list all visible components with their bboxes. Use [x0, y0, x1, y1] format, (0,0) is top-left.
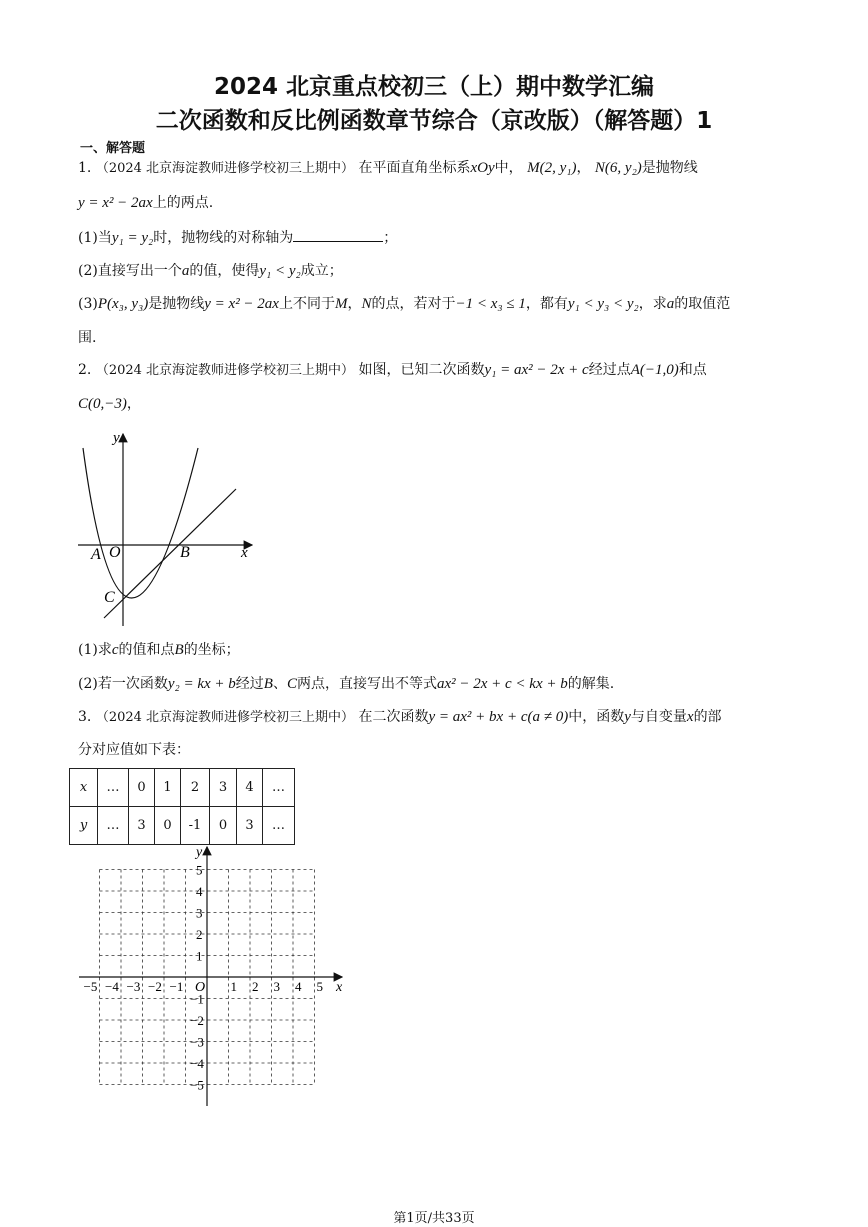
q3-intro-wrap: 分对应值如下表：	[78, 742, 190, 758]
q2-text: 和点	[678, 362, 707, 378]
q2-p1-text: 的坐标；	[183, 642, 240, 658]
q3-equation: y = ax² + bx + c	[428, 709, 528, 725]
y-tick-label: 1	[196, 948, 203, 964]
x-tick-label: 2	[252, 979, 259, 994]
y-tick-label: 4	[196, 884, 203, 899]
q3-value-table	[69, 768, 295, 845]
y-tick-label: 2	[196, 927, 203, 942]
table-cell: 1	[155, 769, 181, 807]
table-cell: 3	[210, 769, 237, 807]
q1-p1-text: ；	[383, 230, 398, 246]
table-cell: …	[263, 807, 295, 845]
x-tick-label: 1	[230, 979, 237, 994]
q1-p2-var: a	[181, 263, 190, 279]
table-cell: 0	[210, 807, 237, 845]
q2-part2	[78, 674, 614, 694]
x-tick-label: 5	[316, 979, 323, 994]
page-title-line2: 二次函数和反比例函数章节综合（京改版）（解答题）1	[155, 108, 713, 134]
section-heading: 一、解答题	[80, 141, 146, 156]
q1-text: 中，	[494, 160, 523, 176]
q2-source: （2024 北京海淀教师进修学校初三上期中）	[95, 363, 355, 378]
q1-part1	[78, 227, 397, 248]
q1-p2-condition: y₁ < y₂	[259, 263, 301, 279]
x-tick-label: −5	[83, 979, 98, 994]
q1-p3-text: ，求	[638, 296, 667, 312]
q1-p3-text: ，	[347, 296, 362, 312]
table-cell: …	[98, 807, 129, 845]
q1-point-m: M(2, y₁)	[527, 160, 577, 176]
q2-p1-text: 的值和点	[118, 642, 175, 658]
q1-p3-n: N	[361, 296, 372, 312]
q1-p3-equation: y = x² − 2ax	[204, 296, 279, 312]
q2-parabola	[83, 448, 198, 598]
q1-p3-inequality: y₁ < y₃ < y₂	[567, 296, 639, 312]
q1-coord-system: xOy	[470, 160, 495, 176]
q2-number: 2.	[78, 362, 92, 378]
table-cell: 4	[237, 769, 263, 807]
q2-p2-point-c: C	[286, 676, 297, 692]
answer-blank	[293, 227, 383, 242]
y-tick-label: 5	[196, 862, 203, 878]
q2-p2-text: (2)若一次函数	[78, 676, 168, 692]
table-cell: 2	[181, 769, 210, 807]
table-cell: …	[98, 769, 129, 807]
q1-part2	[78, 261, 343, 281]
q3-y-label: y	[196, 845, 203, 860]
q1-p3-m: M	[334, 296, 348, 312]
q3-text: 与自变量	[630, 709, 687, 725]
q3-number: 3.	[78, 709, 92, 725]
q1-p1-text: (1)当	[78, 230, 112, 246]
q1-source: （2024 北京海淀教师进修学校初三上期中）	[95, 161, 355, 176]
q1-p3-text: 上不同于	[278, 296, 335, 312]
q2-label-o: O	[109, 544, 121, 561]
q2-label-a: A	[91, 546, 101, 563]
q1-text: ，	[576, 160, 591, 176]
q1-equation: y = x² − 2ax	[78, 195, 153, 211]
q2-label-x: x	[241, 545, 248, 561]
q1-point-n: N(6, y₂)	[594, 160, 642, 176]
q2-text: ，	[126, 396, 141, 412]
q1-p3-text: 的点，若对于	[371, 296, 456, 312]
q1-intro-cont	[78, 193, 213, 213]
table-cell: y	[70, 807, 98, 845]
q2-figure	[76, 428, 262, 630]
q3-source: （2024 北京海淀教师进修学校初三上期中）	[95, 710, 355, 725]
q1-p3-text: (3)	[78, 296, 98, 312]
q2-p2-inequality: ax² − 2x + c < kx + b	[436, 676, 568, 692]
q2-intro	[78, 360, 707, 381]
q1-p2-text: 成立；	[300, 263, 343, 279]
q2-label-y: y	[113, 430, 120, 446]
y-tick-label: 3	[196, 905, 203, 921]
table-cell: 0	[129, 769, 155, 807]
q2-p1-text: (1)求	[78, 642, 112, 658]
page-footer: 第1页/共33页	[393, 1211, 475, 1226]
table-cell: 0	[155, 807, 181, 845]
q2-p1-var: c	[111, 642, 119, 658]
table-cell: 3	[237, 807, 263, 845]
q2-text: 经过点	[588, 362, 631, 378]
q1-text: 是抛物线	[641, 160, 698, 176]
table-cell: …	[263, 769, 295, 807]
q1-intro	[78, 158, 698, 179]
q2-p2-text: 的解集.	[567, 676, 615, 692]
q1-p3-text: 的取值范	[674, 296, 731, 312]
q3-intro	[78, 707, 722, 728]
q1-p1-condition: y₁ = y₂	[111, 230, 154, 246]
q1-p3-point: P(x₃, y₃)	[97, 296, 149, 312]
q2-p2-point-b: B	[263, 676, 273, 692]
y-tick-label: −1	[190, 991, 204, 1007]
page-title-line1: 2024 北京重点校初三（上）期中数学汇编	[213, 74, 655, 100]
q3-text: 在二次函数	[358, 709, 429, 725]
q1-p2-text: 的值，使得	[189, 263, 260, 279]
q2-label-c: C	[104, 589, 115, 606]
q1-number: 1.	[78, 160, 92, 176]
q2-intro-cont	[78, 394, 141, 414]
q2-label-b: B	[180, 544, 190, 561]
q2-part1	[78, 640, 240, 660]
q1-p1-text: 时，抛物线的对称轴为	[153, 230, 294, 246]
y-tick-label: −4	[190, 1056, 204, 1071]
q2-equation: y₁ = ax² − 2x + c	[484, 362, 589, 378]
q3-text: 的部	[693, 709, 722, 725]
q2-p1-point: B	[174, 642, 184, 658]
y-tick-label: −3	[190, 1034, 204, 1050]
q2-text: 如图，已知二次函数	[358, 362, 485, 378]
q2-p2-text: 、	[272, 676, 287, 692]
table-cell: -1	[181, 807, 210, 845]
table-cell: 3	[129, 807, 155, 845]
q2-p2-text: 经过	[235, 676, 264, 692]
q1-p3-var: a	[666, 296, 675, 312]
q3-var-y: y	[624, 709, 631, 725]
x-tick-label: 4	[295, 979, 302, 994]
x-tick-label: −2	[148, 979, 162, 994]
q1-p3-text: 是抛物线	[148, 296, 205, 312]
q1-text: 在平面直角坐标系	[358, 160, 471, 176]
y-tick-label: −5	[190, 1077, 204, 1093]
q1-part3-wrap: 围.	[78, 330, 97, 346]
x-tick-label: −4	[105, 979, 119, 994]
q1-p3-range: −1 < x₃ ≤ 1	[455, 296, 526, 312]
q1-p3-text: ，都有	[525, 296, 568, 312]
q1-p2-text: (2)直接写出一个	[78, 263, 182, 279]
q2-p2-text: 两点，直接写出不等式	[296, 676, 437, 692]
q3-origin-label: O	[195, 980, 206, 995]
q3-condition: (a ≠ 0)	[527, 709, 569, 725]
x-tick-label: −3	[126, 979, 141, 994]
q3-x-label: x	[336, 980, 343, 995]
table-row	[70, 769, 295, 807]
x-tick-label: −1	[169, 979, 184, 994]
q1-part3	[78, 294, 730, 314]
q2-point-c: C(0,−3)	[78, 396, 127, 412]
x-tick-label: 3	[273, 979, 280, 994]
q2-line	[104, 489, 236, 618]
q3-text: 中，函数	[568, 709, 625, 725]
table-row	[70, 807, 295, 845]
q3-var-x: x	[686, 709, 694, 725]
q1-text: 上的两点.	[152, 195, 214, 211]
table-cell: x	[70, 769, 98, 807]
q2-point-a: A(−1,0)	[630, 362, 679, 378]
y-tick-label: −2	[190, 1013, 204, 1028]
q2-p2-equation: y₂ = kx + b	[167, 676, 236, 692]
q3-coordinate-grid	[76, 844, 351, 1109]
